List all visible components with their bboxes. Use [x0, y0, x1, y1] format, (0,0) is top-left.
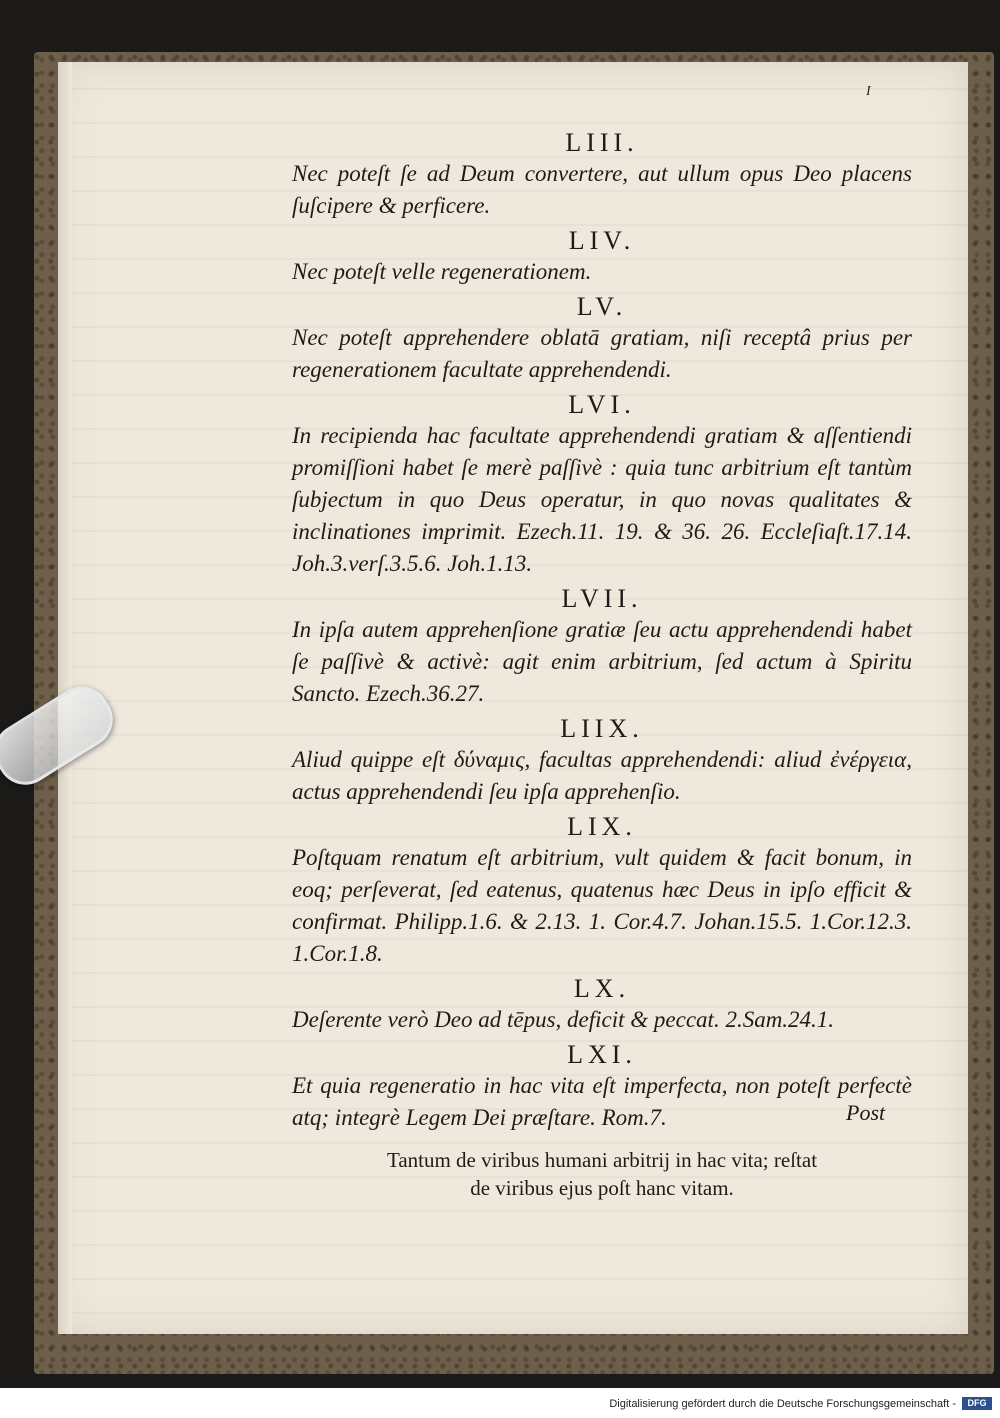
- section-text: Et quia regeneratio in hac vita eſt imperfecta, non poteſt perfectè atq; integrè Legem Dei præſtare. Rom.7.: [292, 1073, 912, 1130]
- section-text: Nec poteſt ſe ad Deum convertere, aut ullum opus Deo placens ſuſcipere & perficere.: [292, 161, 912, 218]
- section-heading: LIII.: [565, 128, 639, 157]
- section-heading: LIV.: [568, 226, 636, 255]
- page-text-block: [292, 128, 912, 1202]
- section-text: Deſerente verò Deo ad tēpus, deficit & peccat. 2.Sam.24.1.: [292, 1007, 835, 1032]
- section-text: Nec poteſt apprehendere oblatā gratiam, niſi receptâ prius per regenerationem facultate apprehendendi.: [292, 325, 912, 382]
- closing-line-1: Tantum de viribus humani arbitrij in hac vita; reſtat: [386, 1148, 818, 1172]
- section-text: Aliud quippe eſt δύναμις, facultas apprehendendi: aliud ἐνέργεια, actus apprehendendi ſeu ipſa apprehenſio.: [292, 747, 912, 804]
- dfg-logo-icon: DFG: [962, 1397, 992, 1410]
- section-heading: LIX.: [567, 812, 637, 841]
- section-text: Nec poteſt velle regenerationem.: [292, 259, 592, 284]
- section-text: In ipſa autem apprehenſione gratiæ ſeu actu apprehendendi habet ſe paſſivè & activè: agit enim arbitrium, ſed actum à Spiritu Sancto. Ezech.36.27.: [292, 617, 912, 706]
- section-heading: LX.: [573, 974, 631, 1003]
- closing-line-2: de viribus ejus poſt hanc vitam.: [470, 1176, 734, 1200]
- closing-text: [292, 1146, 912, 1202]
- section-text: In recipienda hac facultate apprehendendi gratiam & aſſentiendi promiſſioni habet ſe merè paſſivè : quia tunc arbitrium eſt tantùm ſubjectum in quo Deus operatur, in quo novas qualitates & inclinationes imprimit. Ezech.11. 19. & 36. 26. Eccleſiaſt.17.14. Joh.3.verſ.3.5.6. Joh.1.13.: [292, 423, 912, 576]
- section-heading: LIIX.: [560, 714, 644, 743]
- catchword: Post: [846, 1100, 886, 1125]
- footer-credit: Digitalisierung gefördert durch die Deutsche Forschungsgemeinschaft -: [609, 1398, 956, 1410]
- section-heading: LVI.: [568, 390, 636, 419]
- section-heading: LXI.: [567, 1040, 637, 1069]
- section-heading: LV.: [576, 292, 628, 321]
- section-text: Poſtquam renatum eſt arbitrium, vult quidem & facit bonum, in eoq; perſeverat, ſed eatenus, quatenus hæc Deus in ipſo efficit & confirmat. Philipp.1.6. & 2.13. 1. Cor.4.7. Johan.15.5. 1.Cor.12.3. 1.Cor.1.8.: [292, 845, 912, 966]
- page-folio: I: [866, 84, 871, 99]
- section-heading: LVII.: [561, 584, 643, 613]
